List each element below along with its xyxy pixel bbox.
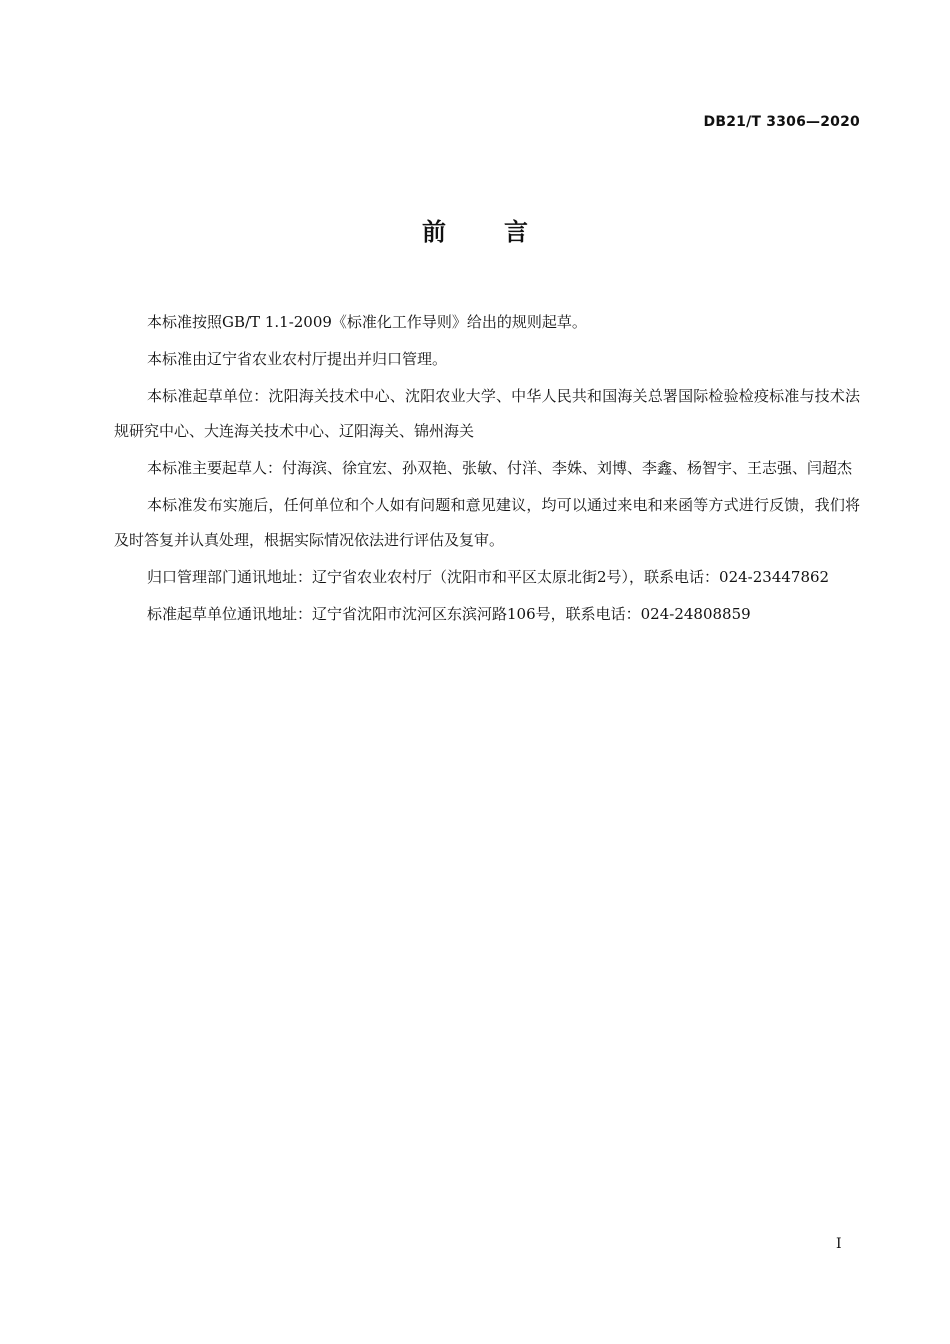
paragraph-feedback: 本标准发布实施后，任何单位和个人如有问题和意见建议，均可以通过来电和来函等方式进行反馈，我们将及时答复并认真处理，根据实际情况依法进行评估及复审。 — [114, 496, 860, 549]
foreword-body — [114, 305, 860, 634]
page-title: 前言 — [422, 218, 586, 246]
paragraph-drafting-rules: 本标准按照GB/T 1.1-2009《标准化工作导则》给出的规则起草。 — [147, 313, 587, 331]
paragraph-drafting-units: 本标准起草单位：沈阳海关技术中心、沈阳农业大学、中华人民共和国海关总署国际检验检疫标准与技术法规研究中心、大连海关技术中心、辽阳海关、锦州海关 — [114, 387, 860, 440]
paragraph-management-address: 归口管理部门通讯地址：辽宁省农业农村厅（沈阳市和平区太原北街2号），联系电话：024-23447862 — [147, 568, 830, 586]
paragraph-proposer: 本标准由辽宁省农业农村厅提出并归口管理。 — [147, 350, 448, 368]
document-code: DB21/T 3306—2020 — [703, 114, 860, 130]
paragraph-drafters: 本标准主要起草人：付海滨、徐宜宏、孙双艳、张敏、付洋、李姝、刘博、李鑫、杨智宇、王志强、闫超杰 — [147, 459, 853, 477]
paragraph-drafting-unit-address: 标准起草单位通讯地址：辽宁省沈阳市沈河区东滨河路106号，联系电话：024-24808859 — [147, 605, 751, 623]
page-number: I — [836, 1236, 842, 1252]
